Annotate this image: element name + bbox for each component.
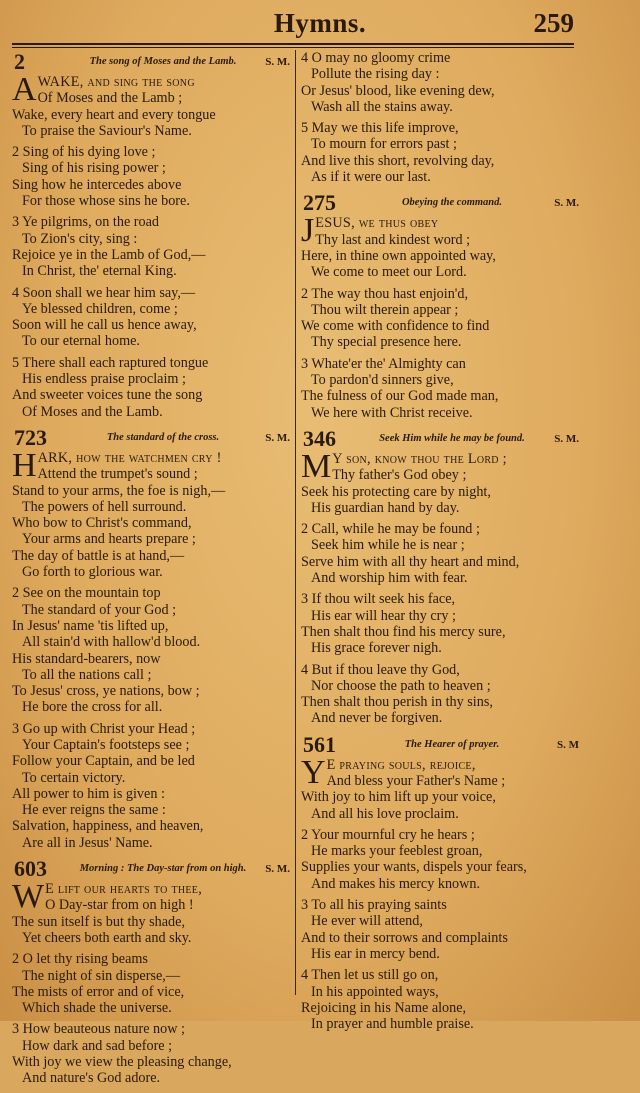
verse-line: And bless your Father's Name ; [326, 772, 506, 789]
verse-line: Seek his protecting care by night, [301, 483, 491, 500]
verse-1 [12, 446, 290, 581]
hymn-title: The Hearer of prayer. [404, 738, 500, 750]
hymn-275 [301, 191, 579, 421]
verse-2 [12, 951, 290, 1016]
verse-1 [301, 447, 579, 516]
hymn-346 [301, 427, 579, 727]
verse-line: To Zion's city, sing : [22, 230, 138, 247]
verse-4 [301, 662, 579, 727]
verse-line: To certain victory. [22, 769, 126, 786]
verse-line: With joy we view the pleasing change, [12, 1054, 232, 1071]
verse-line: We come to meet our Lord. [311, 264, 467, 281]
verse-2 [12, 585, 290, 715]
verse-line: He marks your feeblest groan, [311, 843, 483, 860]
verse-line: And worship him with fear. [311, 570, 468, 587]
verse-line: And to their sorrows and complaints [301, 929, 508, 946]
verse-line: All stain'd with hallow'd blood. [22, 634, 201, 651]
verse-1 [301, 212, 579, 281]
verse-line: Follow your Captain, and be led [12, 753, 195, 770]
verse-line: 3 Ye pilgrims, on the road [12, 214, 159, 231]
header-rule [12, 43, 574, 48]
drop-cap: Y [301, 753, 326, 791]
verse-line: And sweeter voices tune the song [12, 387, 203, 404]
verse-line: To Jesus' cross, ye nations, bow ; [12, 683, 200, 700]
verse-2 [301, 827, 579, 892]
hymn-meter: S. M. [265, 56, 290, 68]
hymn-number: 2 [14, 49, 25, 74]
verse-line: Thou wilt therein appear ; [311, 301, 459, 318]
verse-1 [12, 878, 290, 946]
verse-line: Serve him with all thy heart and mind, [301, 553, 520, 570]
verse-line: 3 How beauteous nature now ; [12, 1021, 185, 1038]
verse-3 [301, 897, 579, 962]
hymn-2 [12, 50, 290, 420]
verse-line: To mourn for errors past ; [311, 136, 457, 153]
verse-line: And nature's God adore. [22, 1070, 161, 1087]
verse-line: 2 Call, while he may be found ; [301, 521, 480, 538]
verse-line: To all the nations call ; [22, 666, 152, 683]
verse-line: 2 O let thy rising beams [12, 951, 148, 968]
verse-line: 5 May we this life improve, [301, 120, 459, 137]
verse-line: 3 Whate'er the' Almighty can [301, 355, 466, 372]
verse-4 [12, 285, 290, 350]
verse-line: Are all in Jesus' Name. [22, 834, 153, 851]
verse-line: His ear will hear thy cry ; [311, 607, 456, 624]
verse-line: Rejoice ye in the Lamb of God,— [12, 246, 206, 263]
verse-line: As if it were our last. [311, 169, 431, 186]
verse-line: Sing how he intercedes above [12, 176, 182, 193]
hymn-meter: S. M [557, 738, 579, 751]
verse-line: Stand to your arms, the foe is nigh,— [12, 482, 226, 499]
verse-line: Salvation, happiness, and heaven, [12, 818, 204, 835]
verse-line: 3 If thou wilt seek his face, [301, 591, 456, 608]
hymn-number: 275 [303, 190, 336, 216]
verse-line: Sing of his rising power ; [22, 160, 166, 177]
hymn-number: 561 [303, 731, 336, 757]
hymn-meter: S. M. [554, 432, 579, 445]
verse-line: Or Jesus' blood, like evening dew, [301, 82, 495, 99]
hymn-title: Obeying the command. [401, 197, 503, 209]
hymn-header [12, 50, 290, 74]
hymn-561 [301, 733, 579, 1033]
verse-line: Thy father's God obey ; [332, 467, 467, 484]
verse-line: Pollute the rising day : [311, 66, 440, 83]
drop-cap: A [12, 71, 37, 108]
verse-2 [301, 521, 579, 586]
verse-line: In prayer and humble praise. [311, 1016, 474, 1033]
verse-line: Of Moses and the Lamb. [22, 403, 163, 420]
verse-line: The standard of your God ; [22, 601, 177, 618]
verse-line: O Day-star from on high ! [45, 897, 194, 914]
hymn-number: 723 [14, 424, 47, 450]
hymn-number: 603 [14, 856, 47, 882]
hymn-header [301, 191, 579, 215]
verse-line: We come with confidence to find [301, 318, 490, 335]
verse-line: E praying souls, rejoice, [326, 756, 476, 773]
verse-line: And makes his mercy known. [311, 875, 481, 892]
verse-line: He ever will attend, [311, 913, 423, 930]
verse-line: Here, in thine own appointed way, [301, 247, 496, 264]
verse-line: The mists of error and of vice, [12, 983, 185, 1000]
verse-line: Soon will he call us hence away, [12, 317, 197, 334]
drop-cap: J [301, 212, 315, 250]
verse-line: In Jesus' name 'tis lifted up, [12, 617, 169, 634]
verse-line: The night of sin disperse,— [22, 967, 181, 984]
verse-line: He ever reigns the same : [22, 802, 166, 819]
verse-line: And never be forgiven. [311, 710, 443, 727]
verse-3 [301, 356, 579, 421]
verse-line: To our eternal home. [22, 333, 140, 350]
hymn-title: Seek Him while he may be found. [379, 432, 525, 444]
drop-cap: W [12, 878, 45, 916]
verse-line: The day of battle is at hand,— [12, 547, 185, 564]
verse-line: 4 Then let us still go on, [301, 967, 439, 984]
verse-line: 3 Go up with Christ your Head ; [12, 720, 196, 737]
verse-line: Thy last and kindest word ; [315, 231, 471, 248]
verse-line: For those whose sins he bore. [22, 193, 190, 210]
verse-line: 5 There shall each raptured tongue [12, 354, 209, 371]
hymn-603-continued [301, 50, 579, 185]
verse-3 [301, 591, 579, 656]
hymn-number: 346 [303, 425, 336, 451]
hymn-header [12, 426, 290, 450]
verse-line: Seek him while he is near ; [311, 537, 465, 554]
verse-line: Which shade the universe. [22, 1000, 172, 1017]
verse-line: The powers of hell surround. [22, 498, 187, 515]
verse-line: His ear in mercy bend. [311, 945, 440, 962]
verse-4 [301, 50, 579, 115]
verse-2 [301, 286, 579, 351]
hymn-header [301, 733, 579, 757]
verse-line: WAKE, and sing the song [37, 74, 195, 90]
verse-line: Yet cheers both earth and sky. [22, 929, 192, 946]
verse-line: With joy to him lift up your voice, [301, 789, 496, 806]
column-divider [295, 50, 296, 995]
hymn-header [12, 857, 290, 881]
verse-line: To praise the Saviour's Name. [22, 122, 192, 139]
hymn-meter: S. M. [265, 863, 290, 876]
verse-line: And live this short, revolving day, [301, 152, 495, 169]
verse-line: In Christ, the' eternal King. [22, 263, 177, 280]
hymn-title: The standard of the cross. [106, 431, 220, 443]
verse-line: 4 O may no gloomy crime [301, 50, 451, 66]
verse-line: 3 To all his praying saints [301, 897, 447, 914]
verse-line: In his appointed ways, [311, 983, 439, 1000]
left-column [12, 50, 290, 1093]
verse-line: E lift our hearts to thee, [45, 881, 203, 898]
verse-line: His guardian hand by day. [311, 499, 460, 516]
verse-line: Then shalt thou find his mercy sure, [301, 623, 506, 640]
verse-line: Attend the trumpet's sound ; [37, 466, 198, 483]
verse-line: 4 But if thou leave thy God, [301, 661, 460, 678]
verse-line: All power to him is given : [12, 785, 165, 802]
verse-line: ARK, how the watchmen cry ! [37, 449, 222, 466]
verse-line: His grace forever nigh. [311, 640, 442, 657]
verse-line: Supplies your wants, dispels your fears, [301, 859, 527, 876]
verse-line: His endless praise proclaim ; [22, 371, 186, 388]
verse-line: Wake, every heart and every tongue [12, 106, 216, 123]
verse-line: Then shalt thou perish in thy sins, [301, 694, 493, 711]
verse-line: How dark and sad before ; [22, 1037, 173, 1054]
running-title: Hymns. [273, 8, 367, 38]
hymn-title: The song of Moses and the Lamb. [89, 56, 237, 67]
verse-line: Thy special presence here. [311, 334, 462, 351]
verse-line: 4 Soon shall we hear him say,— [12, 284, 196, 301]
drop-cap: H [12, 446, 37, 484]
verse-line: Your Captain's footsteps see ; [22, 736, 190, 753]
verse-line: The sun itself is but thy shade, [12, 913, 185, 930]
verse-line: Of Moses and the Lamb ; [37, 90, 183, 107]
hymn-title: Morning : The Day-star from on high. [79, 863, 247, 875]
verse-line: Your arms and hearts prepare ; [22, 531, 196, 548]
verse-line: To pardon'd sinners give, [311, 372, 454, 389]
page-number: 259 [533, 8, 574, 38]
verse-line: He bore the cross for all. [22, 699, 163, 716]
verse-line: The fulness of our God made man, [301, 388, 499, 405]
verse-line: 2 Sing of his dying love ; [12, 144, 156, 161]
verse-line: And all his love proclaim. [311, 805, 459, 822]
hymn-meter: S. M. [554, 197, 579, 210]
verse-1 [12, 71, 290, 139]
verse-1 [301, 753, 579, 822]
verse-3 [12, 1021, 290, 1086]
verse-5 [12, 355, 290, 420]
right-column [301, 50, 579, 1038]
verse-3 [12, 214, 290, 279]
verse-3 [12, 721, 290, 851]
hymn-723 [12, 426, 290, 851]
hymn-header [301, 427, 579, 451]
verse-4 [301, 967, 579, 1032]
verse-line: Go forth to glorious war. [22, 564, 163, 581]
verse-line: His standard-bearers, now [12, 650, 161, 667]
verse-line: 2 The way thou hast enjoin'd, [301, 285, 469, 302]
verse-line: ESUS, we thus obey [315, 215, 439, 232]
verse-5 [301, 120, 579, 185]
verse-2 [12, 144, 290, 209]
verse-line: Rejoicing in his Name alone, [301, 999, 467, 1016]
verse-line: Ye blessed children, come ; [22, 300, 178, 317]
hymn-603 [12, 857, 290, 1087]
verse-line: We here with Christ receive. [311, 404, 473, 421]
verse-line: 2 See on the mountain top [12, 585, 161, 602]
verse-line: Nor choose the path to heaven ; [311, 677, 491, 694]
verse-line: Wash all the stains away. [311, 98, 453, 115]
verse-line: 2 Your mournful cry he hears ; [301, 826, 475, 843]
hymn-meter: S. M. [265, 431, 290, 444]
verse-line: Who bow to Christ's command, [12, 515, 192, 532]
drop-cap: M [301, 447, 332, 485]
verse-line: Y son, know thou the Lord ; [332, 450, 507, 467]
